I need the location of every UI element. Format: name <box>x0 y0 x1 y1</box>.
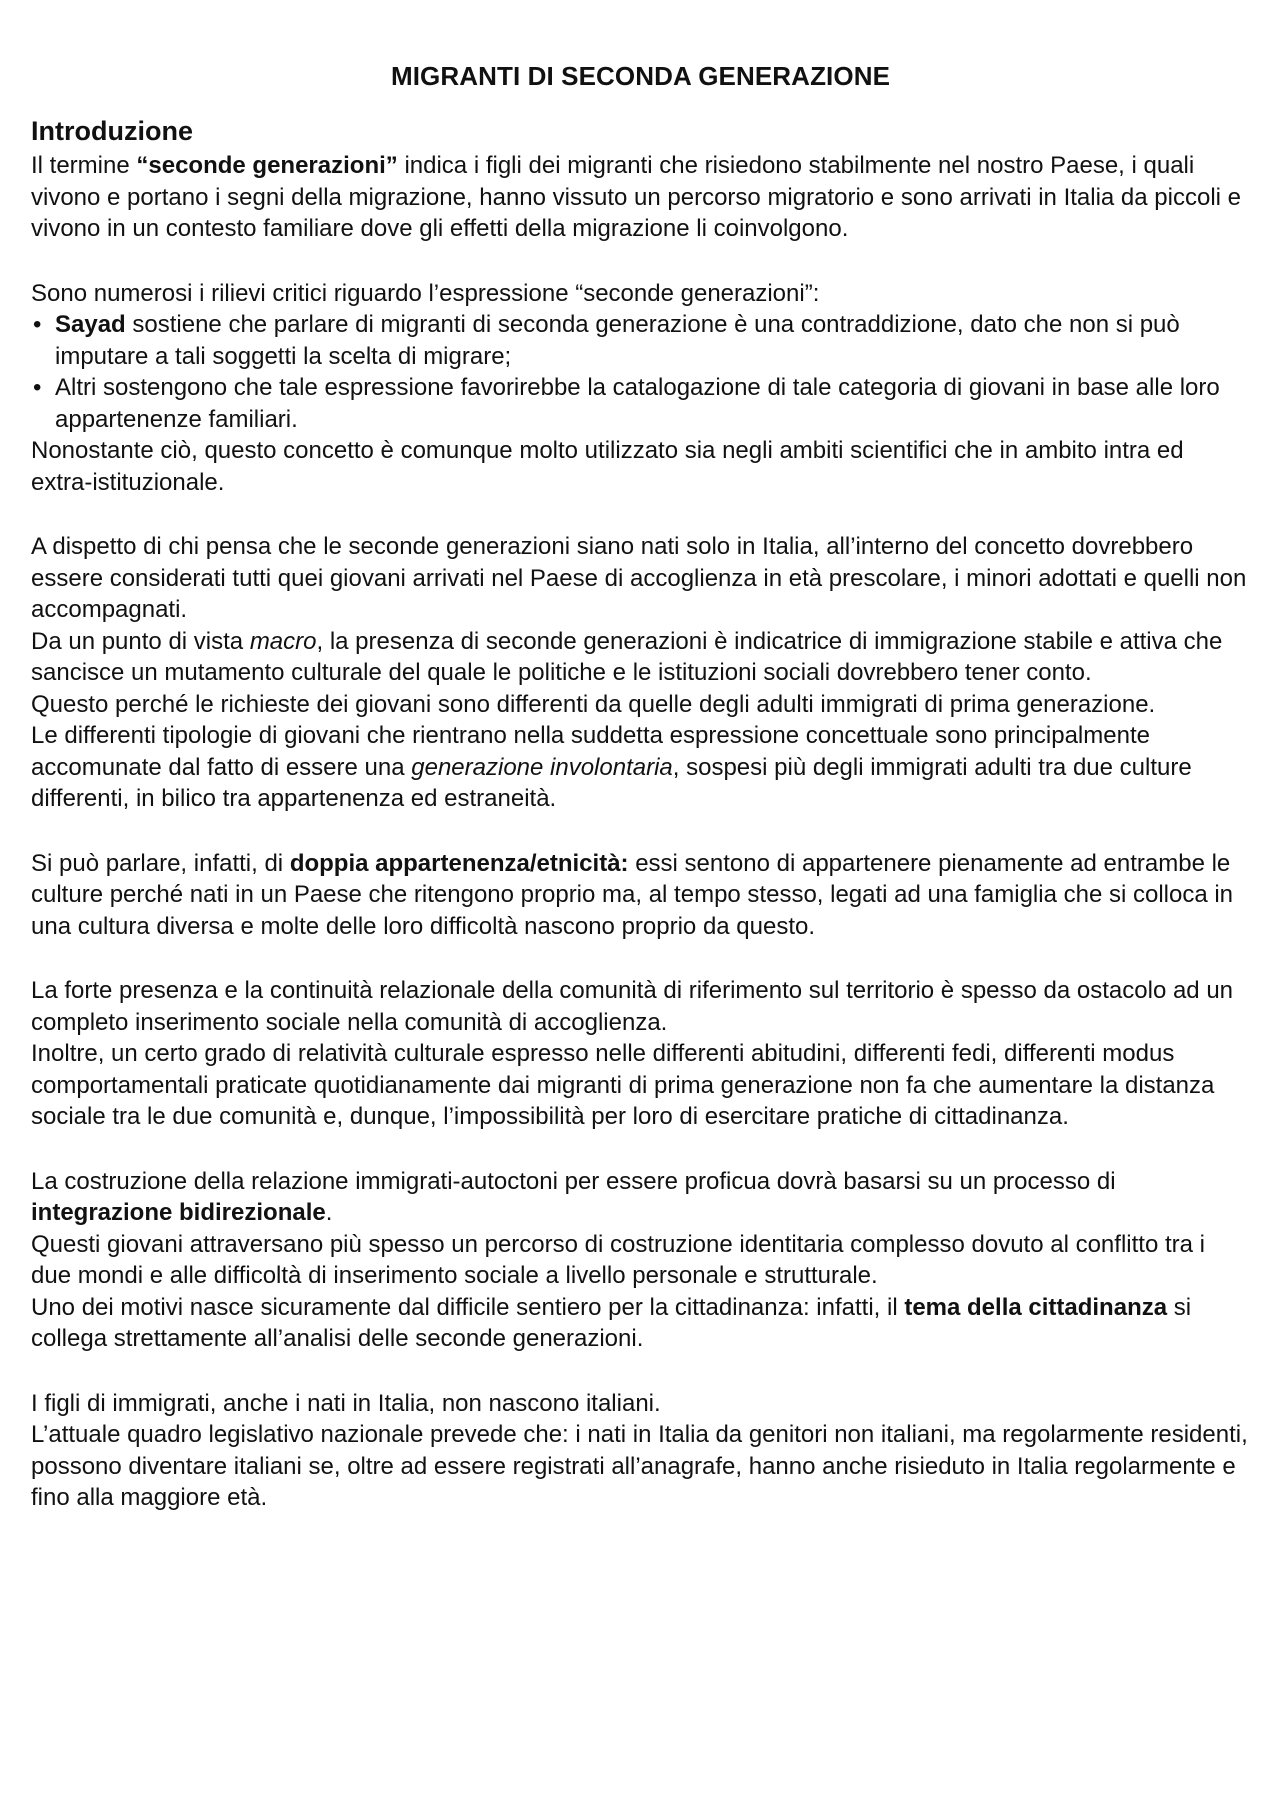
text-run: Uno dei motivi nasce sicuramente dal difficile sentiero per la cittadinanza: infatti, il <box>31 1293 905 1321</box>
bold-term: “seconde generazioni” <box>136 152 398 179</box>
paragraph-dispetto: A dispetto di chi pensa che le seconde generazioni siano nati solo in Italia, all’interno del concetto dovrebbero essere considerati tutti quei giovani arrivati nel Paese di accoglienza in età prescolare, i minori adottati e quelli non accompagnati. <box>31 533 1247 623</box>
text-run: La costruzione della relazione immigrati-autoctoni per essere proficua dovrà basarsi su un processo di <box>31 1167 1116 1195</box>
text-run: si collega strettamente all’analisi delle seconde generazioni. <box>31 1293 1192 1352</box>
paragraph-critics-intro: Sono numerosi i rilievi critici riguardo l’espressione “seconde generazioni”: <box>31 279 820 307</box>
paragraph-figli: I figli di immigrati, anche i nati in Italia, non nascono italiani. <box>31 1389 661 1417</box>
text-run: sostiene che parlare di migranti di seconda generazione è una contraddizione, dato che non si può imputare a tali soggetti la scelta di migrare; <box>55 311 1180 370</box>
list-item <box>31 372 1250 435</box>
paragraph-gap <box>31 245 1250 278</box>
bold-term: tema della cittadinanza <box>904 1293 1168 1321</box>
paragraph-quadro: L’attuale quadro legislativo nazionale prevede che: i nati in Italia da genitori non italiani, ma regolarmente residenti, possono diventare italiani se, oltre ad essere registrati all’anagrafe, hanno anche risieduto in Italia regolarmente e fino alla maggiore età. <box>31 1421 1248 1511</box>
bold-term: doppia appartenenza/etnicità: <box>289 849 629 877</box>
paragraph-questo: Questo perché le richieste dei giovani sono differenti da quelle degli adulti immigrati di prima generazione. <box>31 690 1156 718</box>
text-run: . <box>325 1199 333 1226</box>
paragraph-inoltre: Inoltre, un certo grado di relatività culturale espresso nelle differenti abitudini, differenti fedi, differenti modus comportamentali praticate quotidianamente dai migranti di prima generazione non fa che aumentare la distanza sociale tra le due comunità e, dunque, l’impossibilità per loro di esercitare pratiche di cittadinanza. <box>31 1040 1215 1130</box>
paragraph-tipologie <box>31 720 1250 815</box>
paragraph-forte: La forte presenza e la continuità relazionale della comunità di riferimento sul territorio è spesso da ostacolo ad un completo inserimento sociale nella comunità di accoglienza. <box>31 977 1234 1036</box>
list-item <box>31 309 1250 372</box>
italic-term: macro <box>249 627 317 655</box>
text-run: Da un punto di vista <box>31 627 250 655</box>
text-run: essi sentono di appartenere pienamente ad entrambe le culture perché nati in un Paese che ritengono proprio ma, al tempo stesso, legati ad una famiglia che si colloca in una cultura diversa e molte delle loro difficoltà nascono proprio da questo. <box>31 849 1234 940</box>
paragraph-gap <box>31 815 1250 848</box>
italic-term: generazione involontaria <box>411 753 673 781</box>
text-run: Si può parlare, infatti, di <box>31 849 290 877</box>
text-run: Altri sostengono che tale espressione favorirebbe la catalogazione di tale categoria di giovani in base alle loro appartenenze familiari. <box>55 374 1220 433</box>
bold-term: Sayad <box>55 311 126 338</box>
text-run: indica i figli dei migranti che risiedono stabilmente nel nostro Paese, i quali vivono e portano i segni della migrazione, hanno vissuto un percorso migratorio e sono arrivati in Italia da piccoli e vivono in un contesto familiare dove gli effetti della migrazione li coinvolgono. <box>31 152 1241 242</box>
text-run: Il termine <box>31 152 137 179</box>
critics-list <box>31 309 1250 435</box>
paragraph-gap <box>31 942 1250 975</box>
paragraph-macro <box>31 626 1250 689</box>
paragraph-costruzione <box>31 1166 1250 1229</box>
text-run: , la presenza di seconde generazioni è indicatrice di immigrazione stabile e attiva che sancisce un mutamento culturale del quale le politiche e le istituzioni sociali dovrebbero tener conto. <box>31 627 1223 686</box>
bold-term: integrazione bidirezionale <box>31 1199 326 1226</box>
paragraph-giovani: Questi giovani attraversano più spesso un percorso di costruzione identitaria complesso dovuto al conflitto tra i due mondi e alle difficoltà di inserimento sociale a livello personale e strutturale. <box>31 1230 1205 1289</box>
paragraph-nonostante: Nonostante ciò, questo concetto è comunque molto utilizzato sia negli ambiti scientifici che in ambito intra ed extra-istituzionale. <box>31 437 1184 496</box>
text-run: , sospesi più degli immigrati adulti tra due culture differenti, in bilico tra appartenenza ed estraneità. <box>31 753 1192 812</box>
paragraph-intro <box>31 150 1250 245</box>
paragraph-gap <box>31 1355 1250 1388</box>
document-title: MIGRANTI DI SECONDA GENERAZIONE <box>390 61 891 91</box>
paragraph-gap <box>31 498 1250 531</box>
paragraph-doppia <box>31 848 1250 943</box>
text-run: Le differenti tipologie di giovani che rientrano nella suddetta espressione concettuale sono principalmente accomunate dal fatto di essere una <box>31 722 1150 781</box>
paragraph-motivi <box>31 1292 1250 1355</box>
section-heading: Introduzione <box>31 116 193 146</box>
paragraph-gap <box>31 1133 1250 1166</box>
